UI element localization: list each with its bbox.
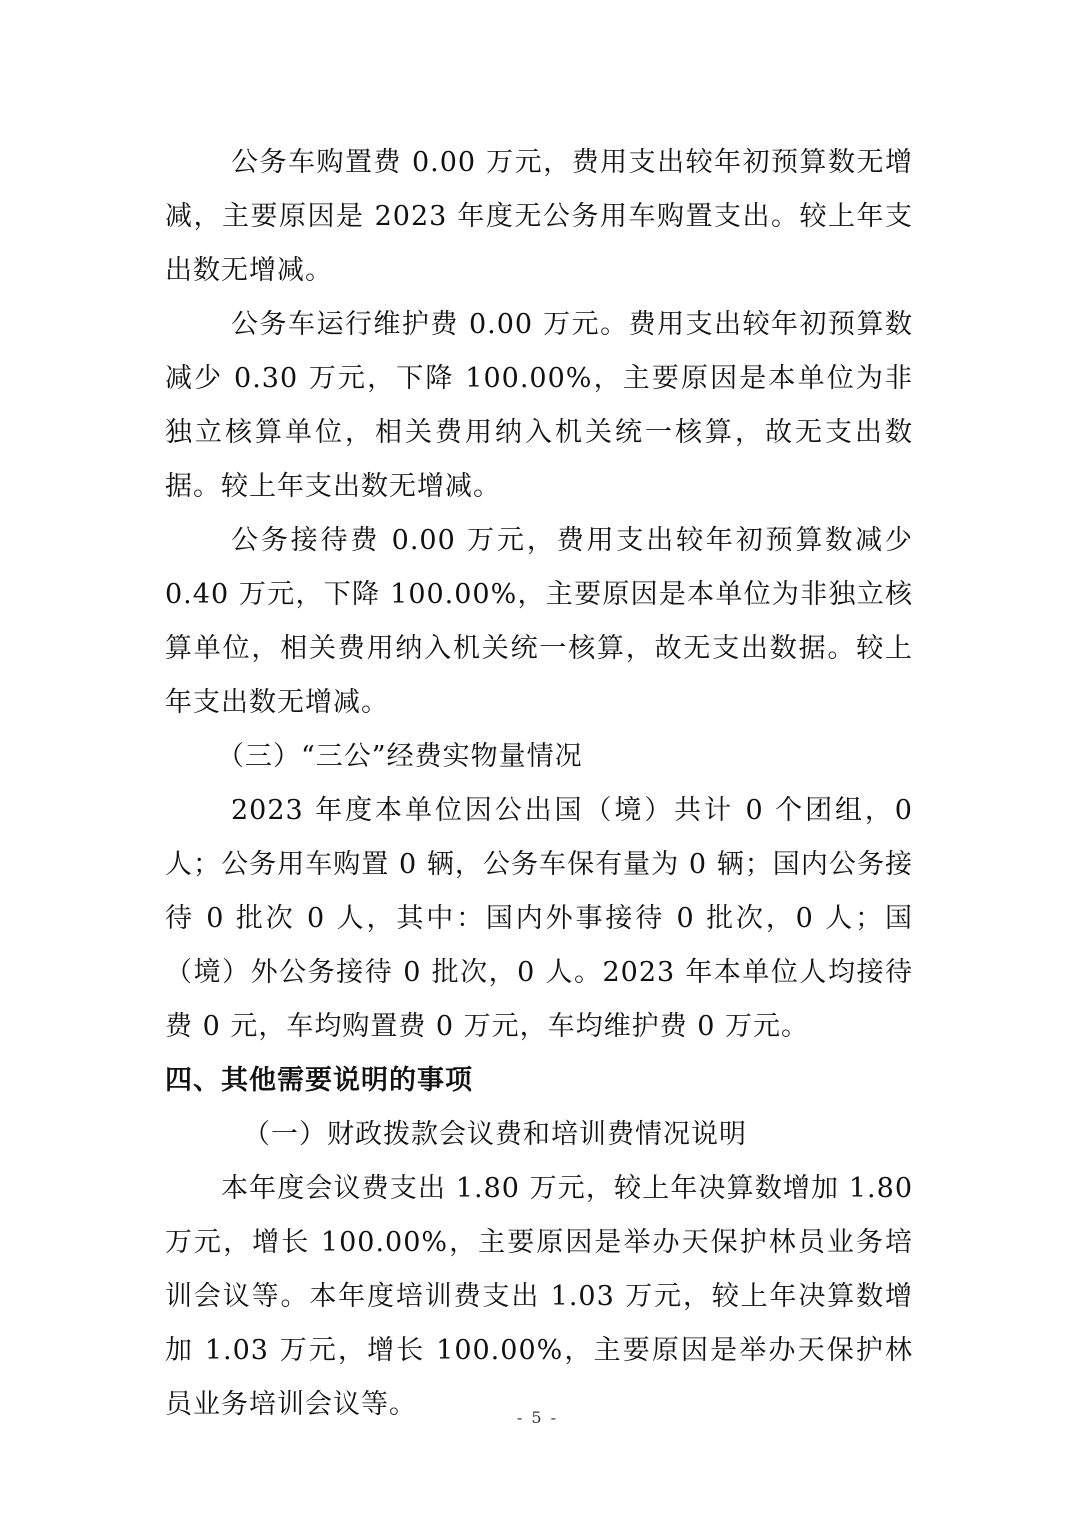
paragraph-vehicle-purchase: 公务车购置费 0.00 万元，费用支出较年初预算数无增减，主要原因是 2023 年度无公务用车购置支出。较上年支出数无增减。 bbox=[165, 147, 913, 286]
paragraph-vehicle-maintenance: 公务车运行维护费 0.00 万元。费用支出较年初预算数减少 0.30 万元，下降 100.00%，主要原因是本单位为非独立核算单位，相关费用纳入机关统一核算，故无支出数据。较上年支出数无增减。 bbox=[165, 309, 913, 502]
paragraph-reception-fee: 公务接待费 0.00 万元，费用支出较年初预算数减少 0.40 万元，下降 100.00%，主要原因是本单位为非独立核算单位，相关费用纳入机关统一核算，故无支出数据。较上年支出数无增减。 bbox=[165, 525, 913, 718]
subheading-meeting-training: （一）财政拨款会议费和培训费情况说明 bbox=[243, 1119, 747, 1150]
subheading-physical-quantity: （三）“三公”经费实物量情况 bbox=[217, 741, 583, 772]
page-number: - 5 - bbox=[516, 1408, 559, 1427]
page-content bbox=[165, 136, 913, 1432]
section-heading-other-matters: 四、其他需要说明的事项 bbox=[165, 1065, 473, 1096]
paragraph-meeting-training: 本年度会议费支出 1.80 万元，较上年决算数增加 1.80 万元，增长 100.00%，主要原因是举办天保护林员业务培训会议等。本年度培训费支出 1.03 万元，较上年决算数增加 1.03 万元，增长 100.00%，主要原因是举办天保护林员业务培训会议等。 bbox=[165, 1173, 913, 1420]
paragraph-physical-quantity: 2023 年度本单位因公出国（境）共计 0 个团组，0 人；公务用车购置 0 辆，公务车保有量为 0 辆；国内公务接待 0 批次 0 人，其中：国内外事接待 0 批次，0 人；国（境）外公务接待 0 批次，0 人。2023 年本单位人均接待费 0 元，车均购置费 0 万元，车均维护费 0 万元。 bbox=[165, 795, 913, 1042]
